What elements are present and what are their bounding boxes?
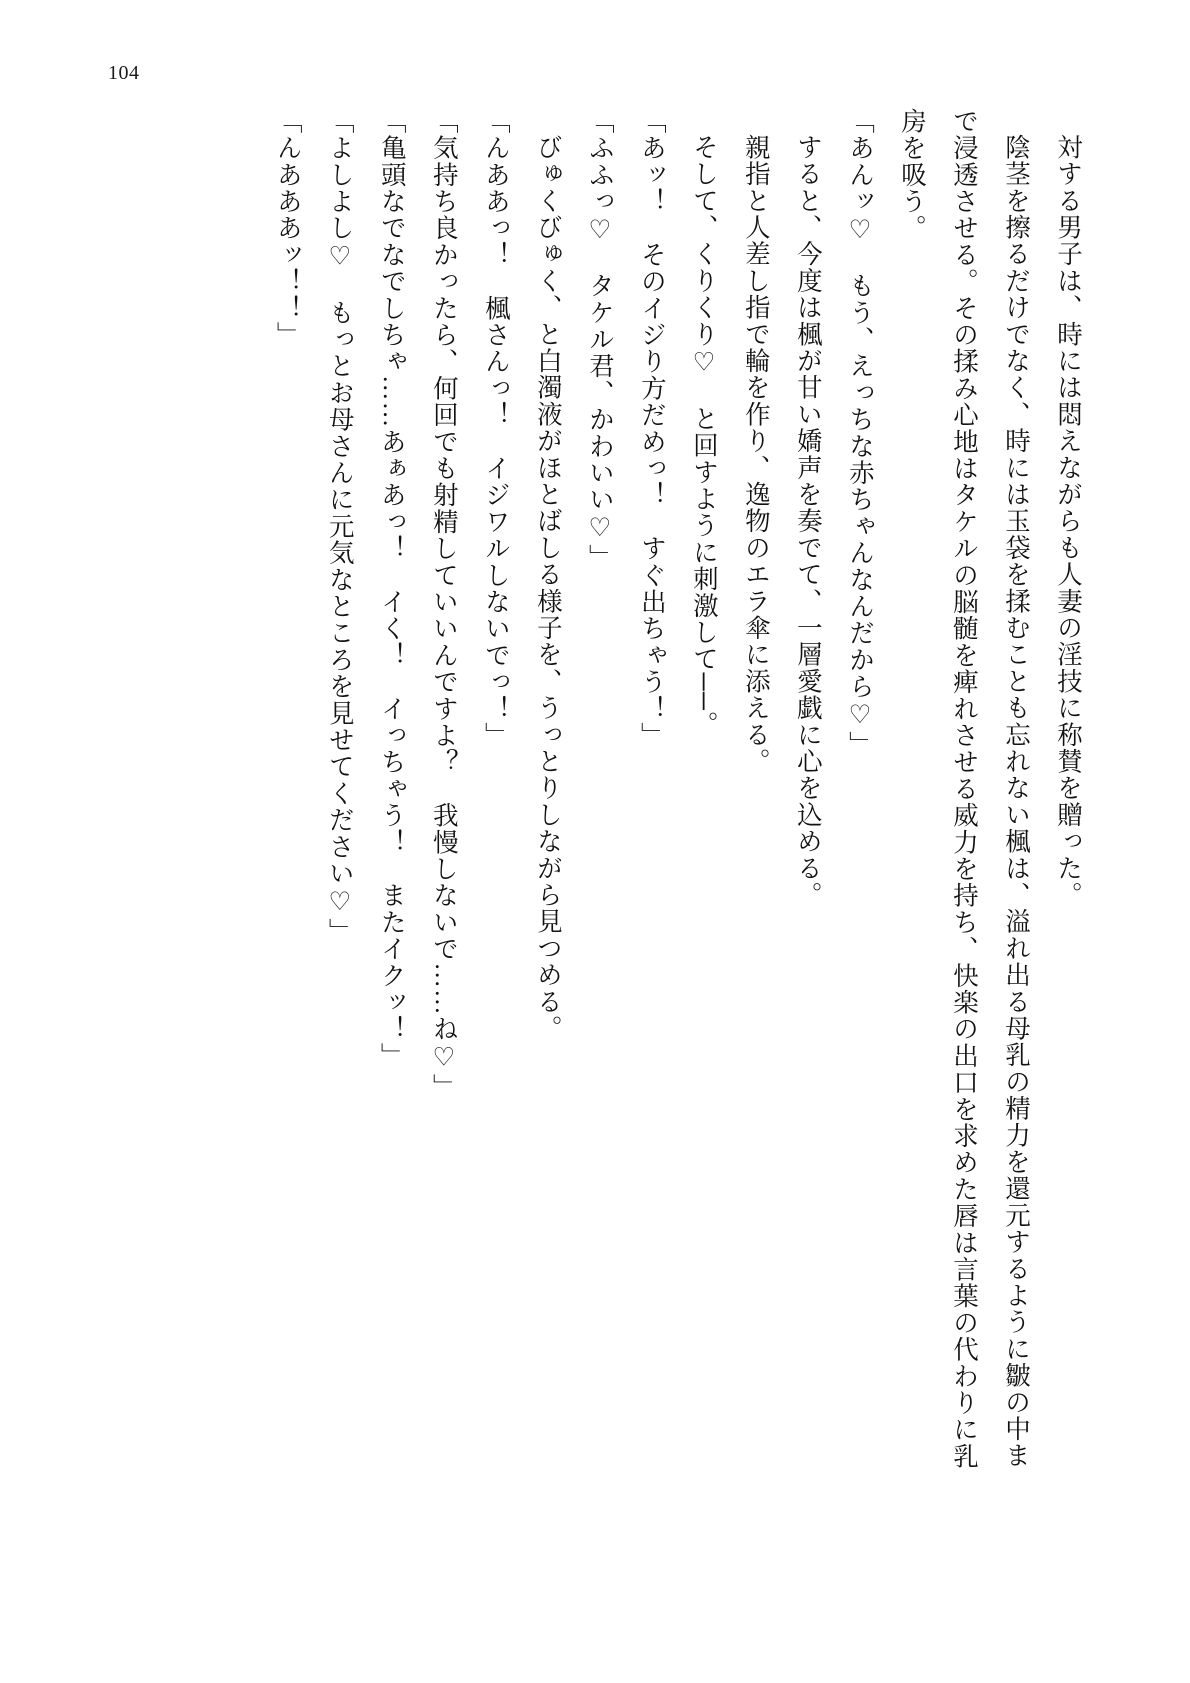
body-paragraph: 対する男子は、時には悶えながらも人妻の淫技に称賛を贈った。 [1054,133,1083,908]
body-paragraph: 「んあああッ！！」 [273,108,303,349]
body-paragraph: 陰茎を擦るだけでなく、時には玉袋を揉むことも忘れない楓は、溢れ出る母乳の精力を還元するように皺の中まで浸透させる。その揉み心地はタケルの脳髄を痺れさせる威力を持ち、快楽の出口を求めた唇は言葉の代わりに乳房を吸う。 [897,108,1031,1470]
body-paragraph: 「よしよし♡ もっとお母さんに元気なところを見せてください♡」 [325,108,355,945]
body-paragraph: すると、今度は楓が甘い嬌声を奏でて、一層愛戯に心を込める。 [793,133,823,908]
body-paragraph: 親指と人差し指で輪を作り、逸物のエラ傘に添える。 [741,133,771,775]
body-paragraph: 「あッ！ そのイジり方だめっ！ すぐ出ちゃう！」 [637,108,667,749]
body-paragraph: そして、くりくり♡ と回すように刺激して──。 [689,133,719,738]
page-body-text [174,108,1094,1488]
body-paragraph: 「気持ち良かったら、何回でも射精していいんですよ？ 我慢しないで……ね♡」 [429,108,459,1101]
body-paragraph: 「あんッ♡ もう、えっちな赤ちゃんなんだから♡」 [845,108,875,758]
body-paragraph: びゅくびゅく、と白濁液がほとばしる様子を、うっとりしながら見つめる。 [533,133,563,1042]
body-paragraph: 「ふふっ♡ タケル君、かわいい♡」 [585,108,615,571]
page-number: 104 [108,62,140,84]
body-paragraph: 「んああっ！ 楓さんっ！ イジワルしないでっ！」 [481,108,511,749]
body-paragraph: 「亀頭なでなでしちゃ……あぁあっ！ イく！ イっちゃう！ またイクッ！」 [377,108,407,1070]
